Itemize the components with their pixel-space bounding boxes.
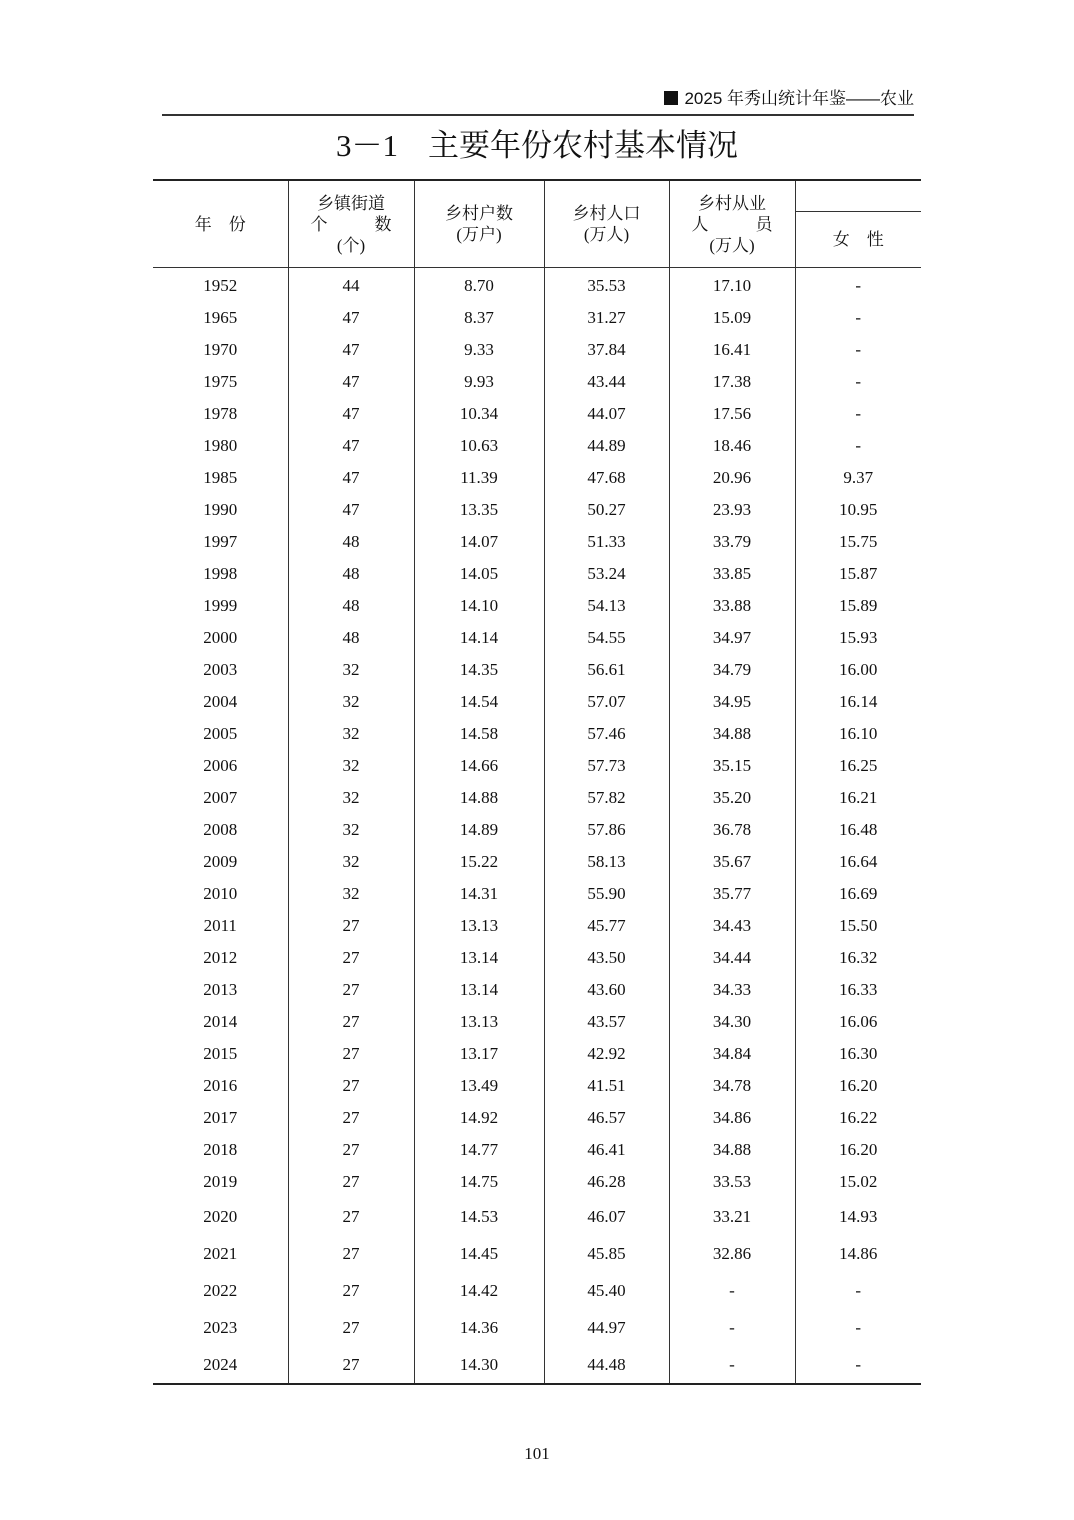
- table-row: [153, 814, 921, 846]
- cell-townships: 47: [288, 462, 414, 494]
- cell-population: 42.92: [544, 1038, 669, 1070]
- cell-female: 16.25: [839, 756, 878, 775]
- cell-female: -: [855, 276, 862, 295]
- cell-households: 14.05: [414, 558, 544, 590]
- cell-female: 16.20: [839, 1076, 878, 1095]
- cell-population: 53.24: [544, 558, 669, 590]
- table-row: [153, 334, 921, 366]
- cell-townships: 32: [288, 782, 414, 814]
- cell-townships: 32: [288, 814, 414, 846]
- table-row: [153, 590, 921, 622]
- cell-employed: 34.84: [669, 1038, 795, 1070]
- cell-households: 14.77: [414, 1134, 544, 1166]
- table-row: [153, 1198, 921, 1235]
- cell-population: 54.13: [544, 590, 669, 622]
- cell-townships: 47: [288, 398, 414, 430]
- cell-employed: 34.43: [669, 910, 795, 942]
- table-row: [153, 398, 921, 430]
- cell-employed: 23.93: [669, 494, 795, 526]
- cell-employed: 36.78: [669, 814, 795, 846]
- cell-year: 2023: [153, 1309, 288, 1346]
- header-female: 女 性: [795, 212, 921, 268]
- cell-population: 44.07: [544, 398, 669, 430]
- header-employed-sub-blank: [795, 180, 921, 212]
- cell-employed: 33.21: [669, 1198, 795, 1235]
- cell-employed: 35.20: [669, 782, 795, 814]
- cell-employed: 17.38: [669, 366, 795, 398]
- cell-employed: 34.95: [669, 686, 795, 718]
- cell-year: 2008: [153, 814, 288, 846]
- table-row: [153, 686, 921, 718]
- cell-townships: 48: [288, 558, 414, 590]
- cell-population: 57.46: [544, 718, 669, 750]
- cell-year: 2019: [153, 1166, 288, 1198]
- cell-employed: 32.86: [669, 1235, 795, 1272]
- cell-employed: 33.53: [669, 1166, 795, 1198]
- header-employed-unit: (万人): [709, 235, 755, 255]
- cell-population: 37.84: [544, 334, 669, 366]
- cell-employed: 34.30: [669, 1006, 795, 1038]
- cell-employed: 34.88: [669, 1134, 795, 1166]
- cell-population: 46.57: [544, 1102, 669, 1134]
- table-row: [153, 1272, 921, 1309]
- cell-households: 14.88: [414, 782, 544, 814]
- cell-households: 14.30: [414, 1346, 544, 1384]
- cell-households: 14.36: [414, 1309, 544, 1346]
- cell-employed: -: [669, 1346, 795, 1384]
- cell-year: 1965: [153, 302, 288, 334]
- table-row: [153, 462, 921, 494]
- header-employed-char1: 人: [691, 214, 709, 234]
- running-header: [162, 88, 914, 116]
- cell-employed: 16.41: [669, 334, 795, 366]
- cell-households: 14.75: [414, 1166, 544, 1198]
- cell-employed: 35.77: [669, 878, 795, 910]
- cell-year: 2024: [153, 1346, 288, 1384]
- cell-female: 15.75: [839, 532, 878, 551]
- header-population: [544, 180, 669, 268]
- table-row: [153, 1006, 921, 1038]
- cell-employed: 17.56: [669, 398, 795, 430]
- cell-households: 15.22: [414, 846, 544, 878]
- cell-households: 14.92: [414, 1102, 544, 1134]
- cell-female: 16.00: [839, 660, 878, 679]
- cell-population: 47.68: [544, 462, 669, 494]
- cell-year: 2017: [153, 1102, 288, 1134]
- cell-households: 13.14: [414, 974, 544, 1006]
- cell-townships: 27: [288, 1102, 414, 1134]
- table-row: [153, 782, 921, 814]
- cell-population: 57.73: [544, 750, 669, 782]
- cell-population: 44.89: [544, 430, 669, 462]
- table-row: [153, 366, 921, 398]
- rural-basic-table: [153, 179, 921, 1385]
- cell-townships: 48: [288, 526, 414, 558]
- table-row: [153, 910, 921, 942]
- table-row: [153, 1038, 921, 1070]
- page-number: 101: [524, 1444, 550, 1463]
- cell-households: 13.14: [414, 942, 544, 974]
- cell-year: 2018: [153, 1134, 288, 1166]
- cell-townships: 47: [288, 302, 414, 334]
- cell-households: 11.39: [414, 462, 544, 494]
- header-townships-char1: 个: [310, 214, 328, 234]
- cell-year: 2004: [153, 686, 288, 718]
- cell-female: 14.86: [839, 1243, 878, 1263]
- cell-households: 13.13: [414, 1006, 544, 1038]
- cell-female: 16.30: [839, 1044, 878, 1063]
- cell-population: 57.86: [544, 814, 669, 846]
- table-row: [153, 302, 921, 334]
- cell-households: 10.63: [414, 430, 544, 462]
- running-title: 2025 年秀山统计年鉴——农业: [684, 89, 914, 108]
- cell-employed: 17.10: [669, 268, 795, 303]
- cell-year: 2010: [153, 878, 288, 910]
- cell-households: 13.35: [414, 494, 544, 526]
- cell-population: 44.97: [544, 1309, 669, 1346]
- cell-year: 2000: [153, 622, 288, 654]
- cell-townships: 47: [288, 334, 414, 366]
- cell-households: 13.13: [414, 910, 544, 942]
- table-row: [153, 846, 921, 878]
- cell-townships: 27: [288, 1070, 414, 1102]
- cell-employed: 33.79: [669, 526, 795, 558]
- cell-year: 2009: [153, 846, 288, 878]
- cell-population: 51.33: [544, 526, 669, 558]
- cell-households: 13.17: [414, 1038, 544, 1070]
- cell-year: 1952: [153, 268, 288, 303]
- table-row: [153, 430, 921, 462]
- cell-female: 16.21: [839, 788, 878, 807]
- table-row: [153, 1346, 921, 1384]
- cell-households: 8.37: [414, 302, 544, 334]
- cell-female: 16.10: [839, 724, 878, 743]
- cell-townships: 27: [288, 1166, 414, 1198]
- cell-population: 45.40: [544, 1272, 669, 1309]
- table-row: [153, 718, 921, 750]
- header-townships-line1: 乡镇街道: [317, 193, 385, 213]
- header-employed: [669, 180, 795, 268]
- cell-townships: 27: [288, 942, 414, 974]
- table-number: 3－1: [336, 128, 398, 163]
- cell-households: 14.45: [414, 1235, 544, 1272]
- cell-townships: 27: [288, 1272, 414, 1309]
- table-title-text: 主要年份农村基本情况: [428, 128, 738, 163]
- cell-population: 43.60: [544, 974, 669, 1006]
- cell-year: 1975: [153, 366, 288, 398]
- table-row: [153, 974, 921, 1006]
- cell-female: 16.48: [839, 820, 878, 839]
- cell-year: 2003: [153, 654, 288, 686]
- cell-townships: 32: [288, 846, 414, 878]
- cell-year: 2020: [153, 1198, 288, 1235]
- cell-townships: 27: [288, 1134, 414, 1166]
- cell-employed: 34.88: [669, 718, 795, 750]
- cell-townships: 27: [288, 910, 414, 942]
- table-body: [153, 268, 921, 1385]
- cell-employed: 34.86: [669, 1102, 795, 1134]
- table-row: [153, 494, 921, 526]
- cell-year: 1999: [153, 590, 288, 622]
- cell-townships: 32: [288, 718, 414, 750]
- table-row: [153, 1134, 921, 1166]
- cell-year: 2005: [153, 718, 288, 750]
- cell-townships: 27: [288, 1038, 414, 1070]
- cell-year: 2013: [153, 974, 288, 1006]
- cell-households: 14.35: [414, 654, 544, 686]
- cell-female: 16.32: [839, 948, 878, 967]
- cell-year: 1997: [153, 526, 288, 558]
- table-row: [153, 1166, 921, 1198]
- cell-townships: 32: [288, 686, 414, 718]
- cell-female: 15.02: [839, 1172, 878, 1191]
- table-row: [153, 654, 921, 686]
- cell-female: 16.33: [839, 980, 878, 999]
- cell-population: 43.50: [544, 942, 669, 974]
- cell-female: 15.89: [839, 596, 878, 615]
- cell-female: -: [855, 308, 862, 327]
- cell-female: 16.22: [839, 1108, 878, 1127]
- header-population-unit: (万人): [583, 225, 630, 244]
- cell-population: 54.55: [544, 622, 669, 654]
- header-employed-line1: 乡村从业: [698, 193, 766, 213]
- cell-townships: 27: [288, 974, 414, 1006]
- cell-year: 2015: [153, 1038, 288, 1070]
- cell-population: 43.57: [544, 1006, 669, 1038]
- cell-households: 14.66: [414, 750, 544, 782]
- cell-female: 9.37: [843, 468, 874, 487]
- header-employed-char2: 员: [755, 214, 773, 234]
- cell-female: 16.14: [839, 692, 878, 711]
- cell-employed: 34.44: [669, 942, 795, 974]
- cell-population: 46.07: [544, 1198, 669, 1235]
- cell-female: 10.95: [839, 500, 878, 519]
- header-townships-line2: [289, 214, 414, 235]
- table-row: [153, 750, 921, 782]
- cell-female: -: [855, 340, 862, 359]
- header-townships-char2: 数: [374, 214, 392, 234]
- cell-households: 14.58: [414, 718, 544, 750]
- cell-female: 14.93: [839, 1206, 878, 1226]
- cell-population: 45.85: [544, 1235, 669, 1272]
- cell-population: 57.07: [544, 686, 669, 718]
- cell-population: 35.53: [544, 268, 669, 303]
- cell-population: 57.82: [544, 782, 669, 814]
- cell-year: 2007: [153, 782, 288, 814]
- cell-population: 46.41: [544, 1134, 669, 1166]
- table-row: [153, 1309, 921, 1346]
- cell-households: 9.33: [414, 334, 544, 366]
- square-bullet-icon: [664, 91, 678, 105]
- cell-female: -: [855, 1317, 862, 1337]
- cell-employed: -: [669, 1309, 795, 1346]
- cell-female: -: [855, 436, 862, 455]
- cell-employed: 33.85: [669, 558, 795, 590]
- cell-year: 1985: [153, 462, 288, 494]
- cell-townships: 27: [288, 1309, 414, 1346]
- cell-female: 15.87: [839, 564, 878, 583]
- cell-townships: 47: [288, 494, 414, 526]
- cell-year: 1990: [153, 494, 288, 526]
- cell-year: 2022: [153, 1272, 288, 1309]
- header-year: 年 份: [153, 180, 288, 268]
- cell-population: 41.51: [544, 1070, 669, 1102]
- cell-female: 15.50: [839, 916, 878, 935]
- cell-townships: 48: [288, 590, 414, 622]
- cell-townships: 32: [288, 750, 414, 782]
- header-employed-line2: [670, 214, 795, 235]
- cell-year: 2016: [153, 1070, 288, 1102]
- header-townships-unit: (个): [336, 235, 366, 255]
- table-row: [153, 622, 921, 654]
- cell-female: -: [855, 404, 862, 423]
- cell-employed: 34.79: [669, 654, 795, 686]
- cell-households: 13.49: [414, 1070, 544, 1102]
- table-row: [153, 268, 921, 303]
- cell-population: 50.27: [544, 494, 669, 526]
- cell-households: 14.42: [414, 1272, 544, 1309]
- cell-households: 14.10: [414, 590, 544, 622]
- cell-year: 2012: [153, 942, 288, 974]
- cell-households: 14.54: [414, 686, 544, 718]
- table-row: [153, 878, 921, 910]
- cell-households: 14.53: [414, 1198, 544, 1235]
- table-row: [153, 558, 921, 590]
- cell-year: 2014: [153, 1006, 288, 1038]
- cell-population: 43.44: [544, 366, 669, 398]
- cell-female: -: [855, 372, 862, 391]
- cell-townships: 48: [288, 622, 414, 654]
- cell-employed: 18.46: [669, 430, 795, 462]
- cell-female: 16.20: [839, 1140, 878, 1159]
- cell-townships: 27: [288, 1198, 414, 1235]
- cell-year: 2006: [153, 750, 288, 782]
- cell-female: -: [855, 1280, 862, 1300]
- cell-population: 44.48: [544, 1346, 669, 1384]
- cell-households: 14.07: [414, 526, 544, 558]
- cell-population: 31.27: [544, 302, 669, 334]
- cell-townships: 27: [288, 1346, 414, 1384]
- header-households: [414, 180, 544, 268]
- table-row: [153, 1102, 921, 1134]
- table-row: [153, 1070, 921, 1102]
- cell-employed: 20.96: [669, 462, 795, 494]
- cell-employed: 33.88: [669, 590, 795, 622]
- cell-townships: 32: [288, 654, 414, 686]
- cell-year: 2021: [153, 1235, 288, 1272]
- cell-population: 55.90: [544, 878, 669, 910]
- cell-population: 56.61: [544, 654, 669, 686]
- cell-employed: -: [669, 1272, 795, 1309]
- cell-townships: 27: [288, 1006, 414, 1038]
- cell-townships: 44: [288, 268, 414, 303]
- cell-households: 14.14: [414, 622, 544, 654]
- cell-female: 16.64: [839, 852, 878, 871]
- cell-population: 45.77: [544, 910, 669, 942]
- cell-households: 14.89: [414, 814, 544, 846]
- cell-households: 9.93: [414, 366, 544, 398]
- cell-year: 2011: [153, 910, 288, 942]
- header-households-unit: (万户): [456, 225, 502, 244]
- cell-employed: 15.09: [669, 302, 795, 334]
- cell-year: 1980: [153, 430, 288, 462]
- cell-year: 1998: [153, 558, 288, 590]
- table-row: [153, 1235, 921, 1272]
- cell-female: -: [855, 1354, 862, 1374]
- cell-female: 15.93: [839, 628, 878, 647]
- table-row: [153, 526, 921, 558]
- cell-townships: 47: [288, 430, 414, 462]
- cell-employed: 35.15: [669, 750, 795, 782]
- table-title: [0, 126, 1074, 166]
- cell-households: 10.34: [414, 398, 544, 430]
- cell-townships: 27: [288, 1235, 414, 1272]
- cell-female: 16.06: [839, 1012, 878, 1031]
- cell-year: 1970: [153, 334, 288, 366]
- cell-households: 8.70: [414, 268, 544, 303]
- cell-townships: 32: [288, 878, 414, 910]
- cell-households: 14.31: [414, 878, 544, 910]
- cell-population: 58.13: [544, 846, 669, 878]
- header-townships: [288, 180, 414, 268]
- header-households-label: 乡村户数: [445, 204, 513, 223]
- table-row: [153, 942, 921, 974]
- cell-employed: 35.67: [669, 846, 795, 878]
- header-population-label: 乡村人口: [572, 204, 641, 223]
- cell-employed: 34.97: [669, 622, 795, 654]
- cell-female: 16.69: [839, 884, 878, 903]
- cell-population: 46.28: [544, 1166, 669, 1198]
- cell-employed: 34.33: [669, 974, 795, 1006]
- cell-employed: 34.78: [669, 1070, 795, 1102]
- cell-year: 1978: [153, 398, 288, 430]
- cell-townships: 47: [288, 366, 414, 398]
